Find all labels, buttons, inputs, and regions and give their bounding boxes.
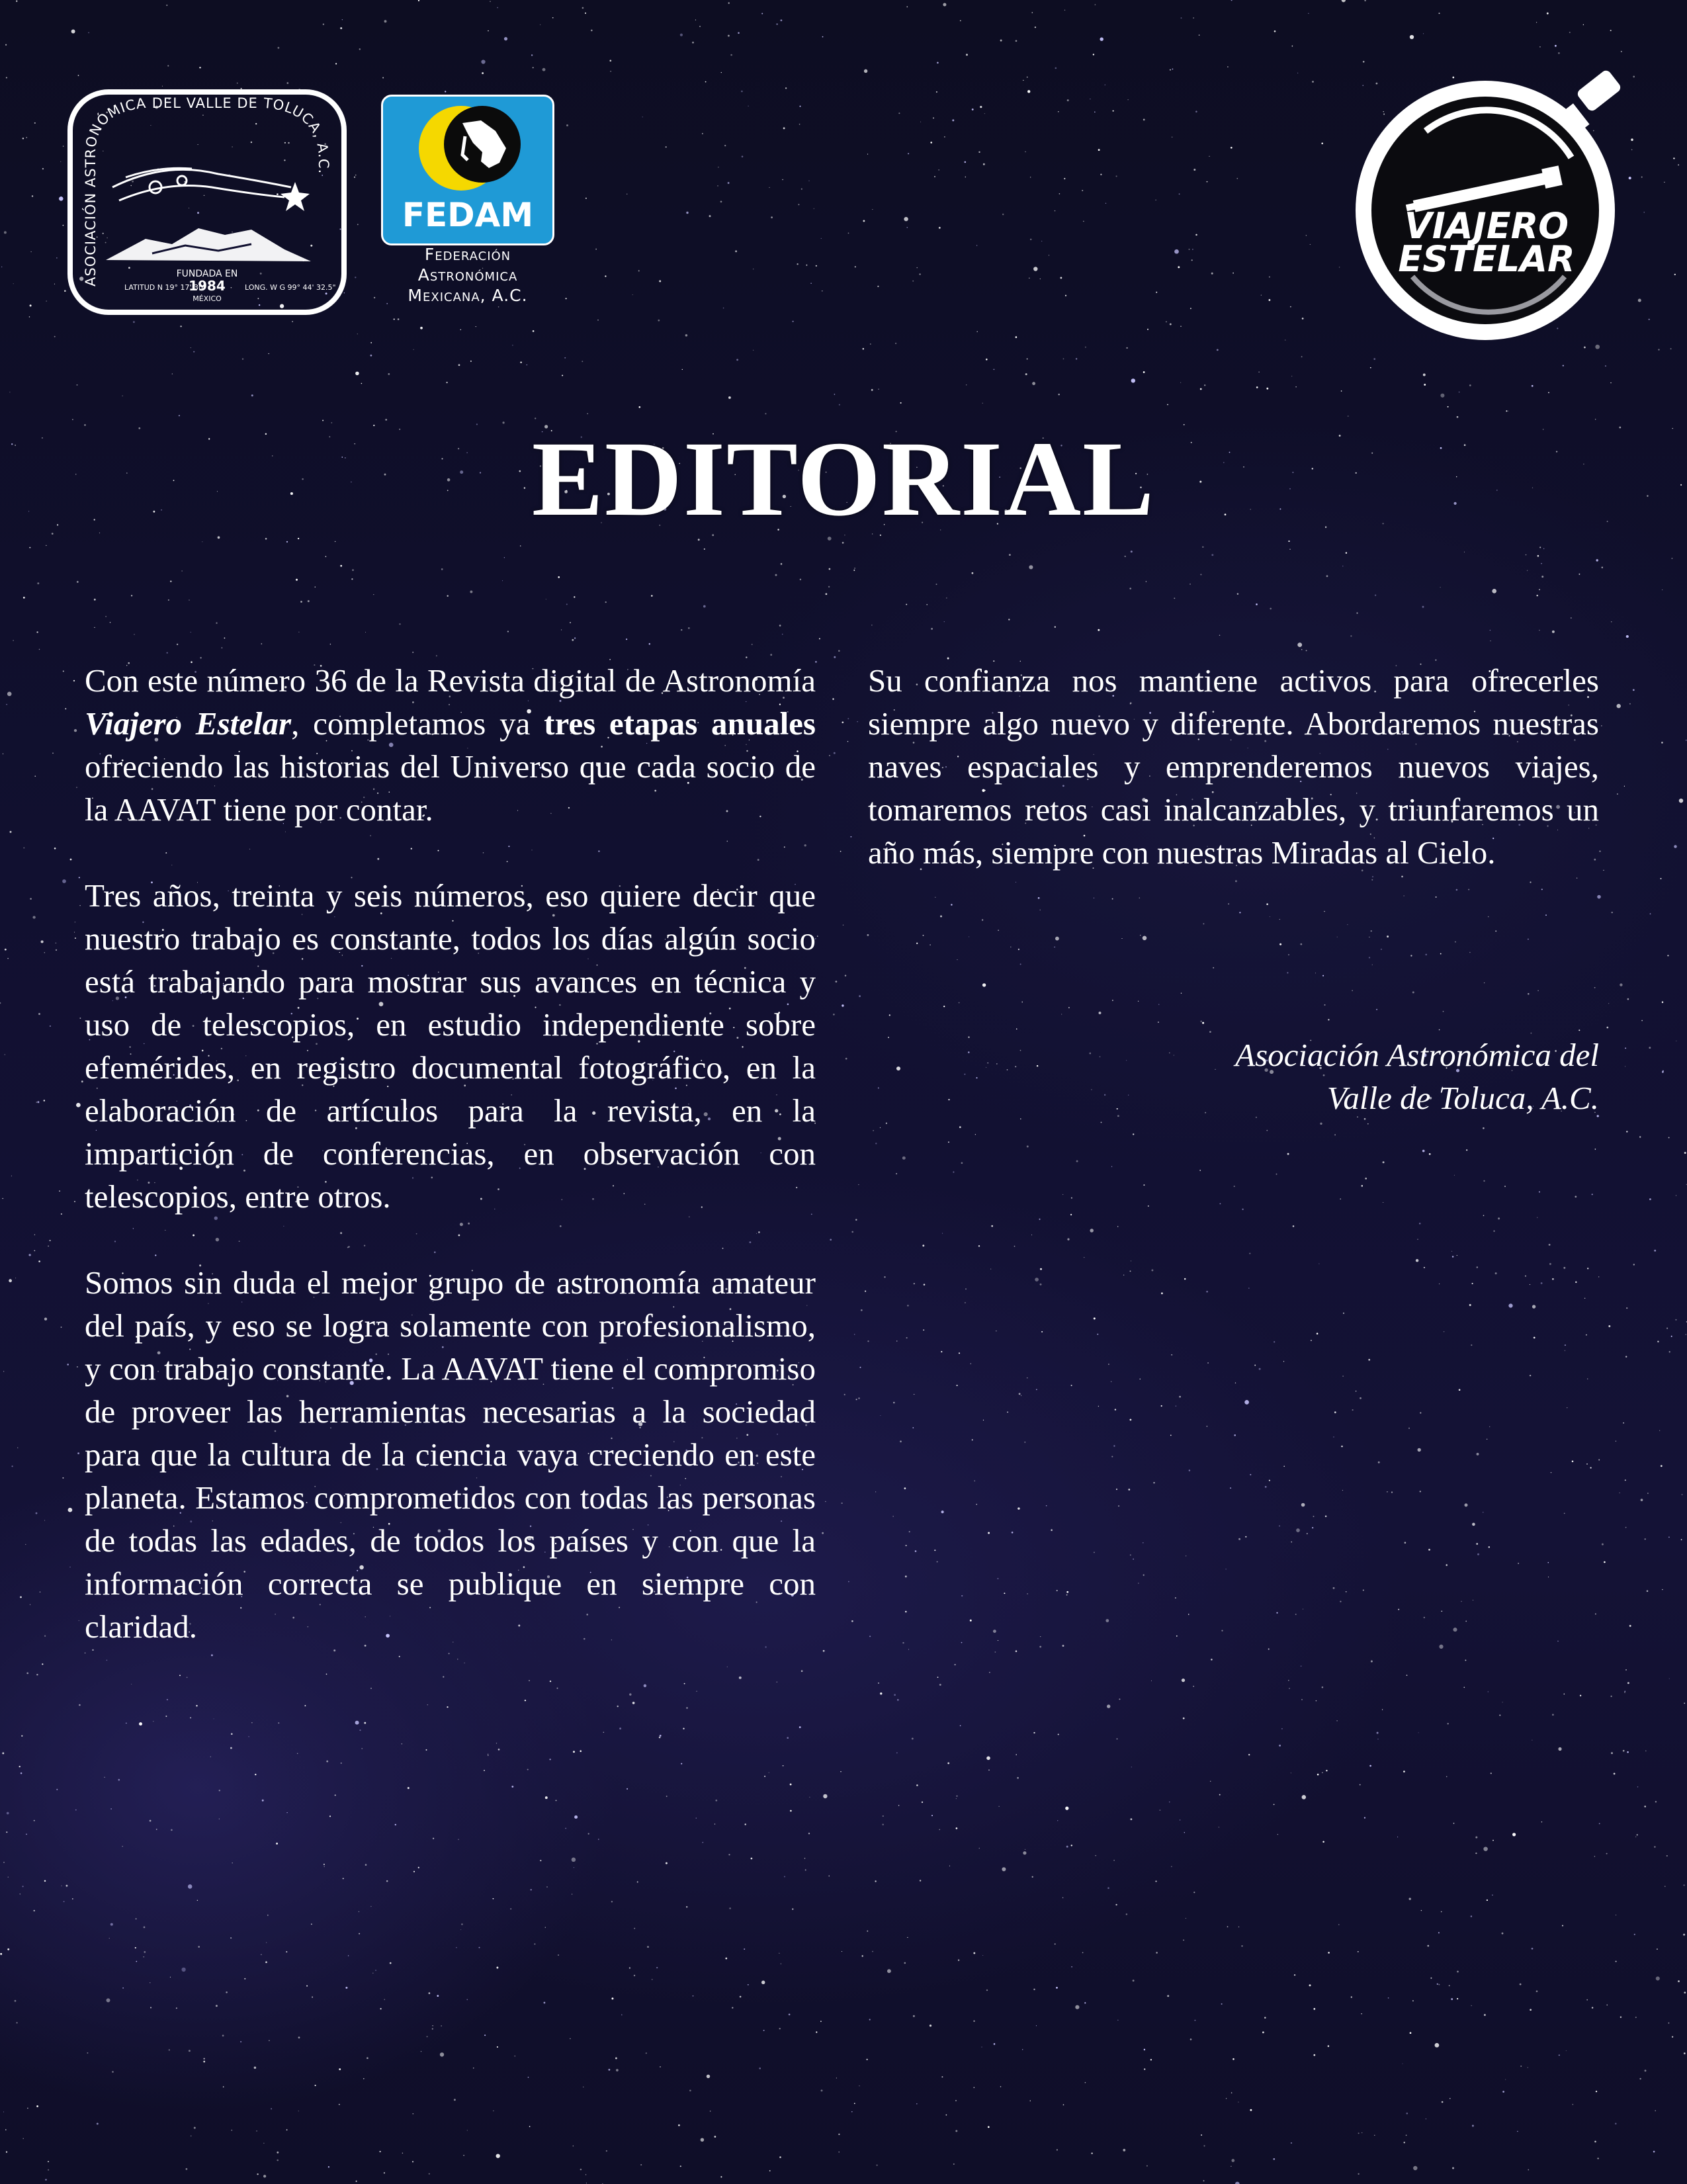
editorial-paragraph-1 <box>85 659 816 831</box>
p1-text-e: ofreciendo las historias del Universo que cada socio de la AAVAT tiene por contar. <box>85 748 816 828</box>
editorial-paragraph-3: Somos sin duda el mejor grupo de astronomía amateur del país, y eso se logra solamente con profesionalismo, y con trabajo constante. La AAVAT tiene el compromiso de proveer las herramientas necesarias a la sociedad para que la cultura de la ciencia vaya creciendo en este planeta. Estamos comprometidos con todas las personas de todas las edades, de todos los países y con que la información correcta se publique en siempre con claridad. <box>85 1264 816 1645</box>
viajero-line1: VIAJERO <box>1404 205 1569 247</box>
editorial-paragraph-2: Tres años, treinta y seis números, eso quiere decir que nuestro trabajo es constante, todos los días algún socio está trabajando para mostrar sus avances en técnica y uso de telescopios, en estudio independiente sobre efemérides, en registro documental fotográfico, en la elaboración de artículos para la revista, en la impartición de conferencias, en observación con telescopios, entre otros. <box>85 877 816 1215</box>
editorial-paragraph-4: Su confianza nos mantiene activos para ofrecerles siempre algo nuevo y diferente. Abordaremos nuestras naves espaciales y emprenderemos nuevos viajes, tomaremos retos casi inalcanzables, y triunfaremos un año más, siempre con nuestras Miradas al Cielo. <box>868 662 1599 871</box>
p1-text-a: Con este número 36 de la Revista digital de Astronomía <box>85 662 816 699</box>
aavat-country: MÉXICO <box>193 294 222 303</box>
editorial-left-column <box>85 659 816 1691</box>
signature-line1: Asociación Astronómica del <box>1235 1037 1599 1073</box>
fedam-emblem <box>381 95 554 245</box>
fedam-logo <box>381 95 554 313</box>
editorial-signature <box>868 1033 1599 1119</box>
fedam-caption-line1: Federación <box>424 245 511 264</box>
fedam-caption-line3: Mexicana, A.C. <box>408 286 528 305</box>
signature-line2: Valle de Toluca, A.C. <box>1326 1080 1599 1116</box>
p1-text-c: , completamos ya <box>291 705 544 742</box>
viajero-estelar-logo <box>1346 58 1637 356</box>
fedam-caption-line2: Astronómica <box>417 265 518 284</box>
fedam-name: FEDAM <box>402 196 534 234</box>
aavat-logo <box>66 88 348 316</box>
aavat-founded-year: 1984 <box>189 278 226 294</box>
page-title: EDITORIAL <box>531 420 1156 539</box>
magazine-name: Viajero Estelar <box>85 705 292 742</box>
p1-emphasis: tres etapas anuales <box>544 705 816 742</box>
viajero-line2: ESTELAR <box>1398 238 1575 280</box>
editorial-right-column <box>868 659 1599 917</box>
aavat-arc-text: ASOCIACIÓN ASTRONÓMICA DEL VALLE DE TOLUCA, A.C. <box>82 95 331 286</box>
aavat-founded-label: FUNDADA EN <box>176 269 238 279</box>
aavat-latitude: LATITUD N 19° 17' 30" <box>124 283 207 292</box>
aavat-longitude: LONG. W G 99° 44' 32.5" <box>245 283 336 292</box>
fedam-caption <box>381 244 554 306</box>
